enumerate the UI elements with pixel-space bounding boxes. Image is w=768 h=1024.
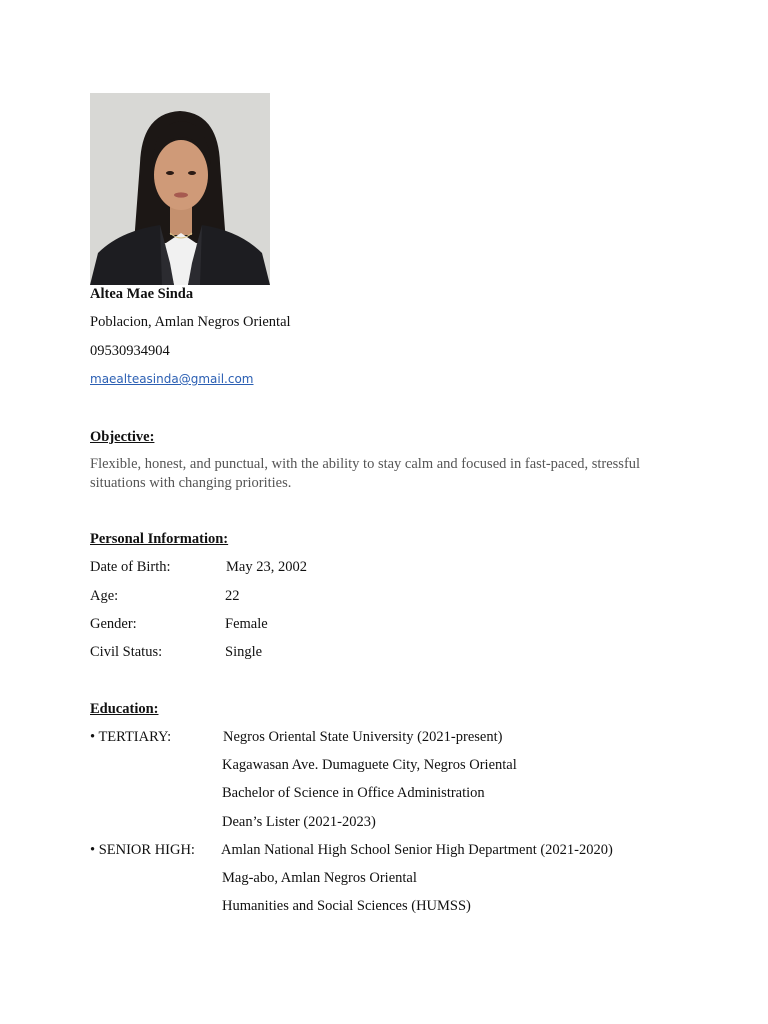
profile-photo xyxy=(90,93,270,285)
email-link[interactable]: maealteasinda@gmail.com xyxy=(90,372,254,386)
tertiary-address: Kagawasan Ave. Dumaguete City, Negros Oriental xyxy=(222,757,517,773)
education-heading: Education: xyxy=(90,701,159,717)
tertiary-school: Negros Oriental State University (2021-present) xyxy=(223,729,503,745)
civil-status-value: Single xyxy=(225,644,263,660)
senior-high-school: Amlan National High School Senior High Department (2021-2020) xyxy=(221,842,613,858)
age-label: Age: xyxy=(90,588,119,604)
civil-status-label: Civil Status: xyxy=(90,644,163,660)
address-text: Poblacion, Amlan Negros Oriental xyxy=(90,314,291,330)
gender-value: Female xyxy=(225,616,268,632)
portrait-illustration xyxy=(90,93,270,285)
personal-info-heading: Personal Information: xyxy=(90,531,229,547)
tertiary-honor: Dean’s Lister (2021-2023) xyxy=(222,814,376,830)
dob-value: May 23, 2002 xyxy=(226,559,307,575)
senior-high-label: • SENIOR HIGH: xyxy=(90,842,195,858)
senior-high-address: Mag-abo, Amlan Negros Oriental xyxy=(222,870,417,886)
dob-label: Date of Birth: xyxy=(90,559,171,575)
objective-heading: Objective: xyxy=(90,429,155,445)
age-value: 22 xyxy=(225,588,240,604)
tertiary-label: • TERTIARY: xyxy=(90,729,172,745)
gender-label: Gender: xyxy=(90,616,137,632)
applicant-name: Altea Mae Sinda xyxy=(90,286,194,302)
senior-high-strand: Humanities and Social Sciences (HUMSS) xyxy=(222,898,471,914)
phone-number: 09530934904 xyxy=(90,343,170,359)
objective-text: Flexible, honest, and punctual, with the ability to stay calm and focused in fast-paced, stressful situations with changing priorities. xyxy=(90,456,641,491)
tertiary-degree: Bachelor of Science in Office Administration xyxy=(222,785,485,801)
